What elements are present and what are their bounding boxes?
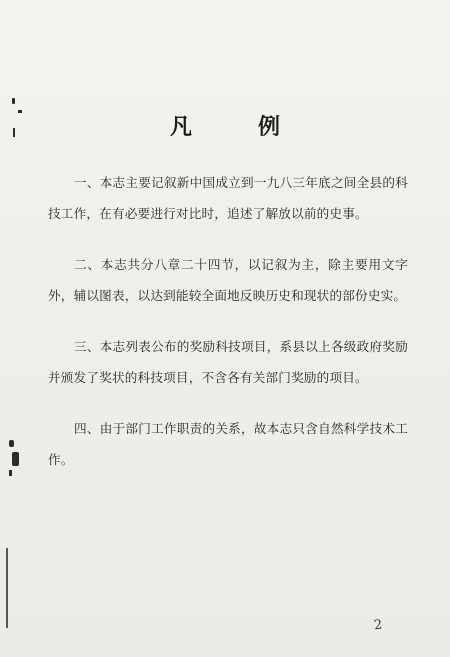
paragraph-1: 一、本志主要记叙新中国成立到一九八三年底之间全县的科技工作，在有必要进行对比时，追述了解放以前的史事。: [48, 175, 408, 221]
scan-artifact: [9, 440, 14, 447]
scan-artifact: [12, 452, 19, 466]
page-title: 凡 例: [169, 115, 302, 140]
scan-artifact: [12, 98, 15, 104]
document-body: [48, 167, 408, 475]
scan-artifact: [9, 470, 12, 476]
page-number: 2: [372, 617, 383, 634]
paragraph-4: 四、由于部门工作职责的关系，故本志只含自然科学技术工作。: [48, 421, 408, 467]
scan-edge-line: [6, 548, 8, 628]
paragraph-3: 三、本志列表公布的奖励科技项目，系县以上各级政府奖励并颁发了奖状的科技项目，不含各有关部门奖励的项目。: [48, 339, 408, 385]
paragraph-2: 二、本志共分八章二十四节，以记叙为主，除主要用文字外，辅以图表，以达到能较全面地反映历史和现状的部份史实。: [48, 257, 408, 303]
